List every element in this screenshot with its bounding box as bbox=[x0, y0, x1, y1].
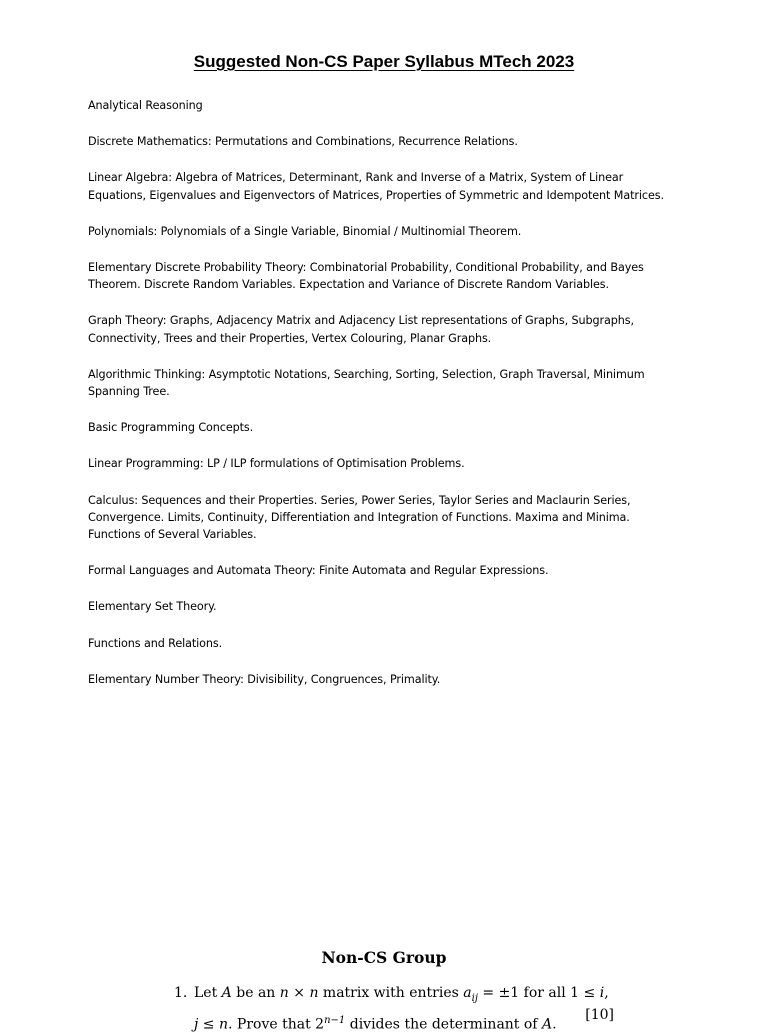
syllabus-section: Elementary Number Theory: Divisibility, Congruences, Primality. bbox=[88, 672, 441, 686]
problem-number: 1. bbox=[174, 985, 188, 1001]
group-title: Non-CS Group bbox=[321, 948, 447, 967]
syllabus-section: Functions and Relations. bbox=[88, 636, 223, 650]
syllabus-section: Algorithmic Thinking: Asymptotic Notations, Searching, Sorting, Selection, Graph Traversal, Minimum Spanning Tree. bbox=[88, 367, 645, 399]
syllabus-section: Analytical Reasoning bbox=[88, 99, 203, 112]
problem-marks: [10] bbox=[585, 1007, 614, 1023]
syllabus-sections bbox=[88, 97, 678, 707]
syllabus-section: Calculus: Sequences and their Properties. Series, Power Series, Taylor Series and Maclaurin Series, Convergence. Limits, Continuity, Differentiation and Integration of Functions. Maxima and Minima. Functions of Several Variables. bbox=[88, 493, 631, 542]
syllabus-section: Polynomials: Polynomials of a Single Variable, Binomial / Multinomial Theorem. bbox=[88, 224, 522, 238]
page-title: Suggested Non-CS Paper Syllabus MTech 2023 bbox=[193, 52, 575, 71]
syllabus-section: Graph Theory: Graphs, Adjacency Matrix and Adjacency List representations of Graphs, Subgraphs, Connectivity, Trees and their Properties, Vertex Colouring, Planar Graphs. bbox=[88, 314, 634, 345]
syllabus-section: Formal Languages and Automata Theory: Finite Automata and Regular Expressions. bbox=[88, 564, 549, 578]
syllabus-section: Linear Programming: LP / ILP formulations of Optimisation Problems. bbox=[88, 457, 465, 471]
problem-text: Let A be an n × n matrix with entries $a_{ij} = \pm 1$ for all 1 ≤ i, j ≤ n. Prove that $2^{n-1}$ divides the determinant of A. bbox=[194, 985, 609, 1033]
syllabus-section: Elementary Set Theory. bbox=[88, 600, 217, 614]
syllabus-section: Linear Algebra: Algebra of Matrices, Determinant, Rank and Inverse of a Matrix, System of Linear Equations, Eigenvalues and Eigenvectors of Matrices, Properties of Symmetric and Idempotent Matrices. bbox=[88, 171, 664, 202]
syllabus-section: Elementary Discrete Probability Theory: Combinatorial Probability, Conditional Probability, and Bayes Theorem. Discrete Random Variables. Expectation and Variance of Discrete Random Variables. bbox=[88, 261, 644, 292]
syllabus-section: Basic Programming Concepts. bbox=[88, 421, 254, 435]
syllabus-section: Discrete Mathematics: Permutations and Combinations, Recurrence Relations. bbox=[88, 135, 518, 149]
